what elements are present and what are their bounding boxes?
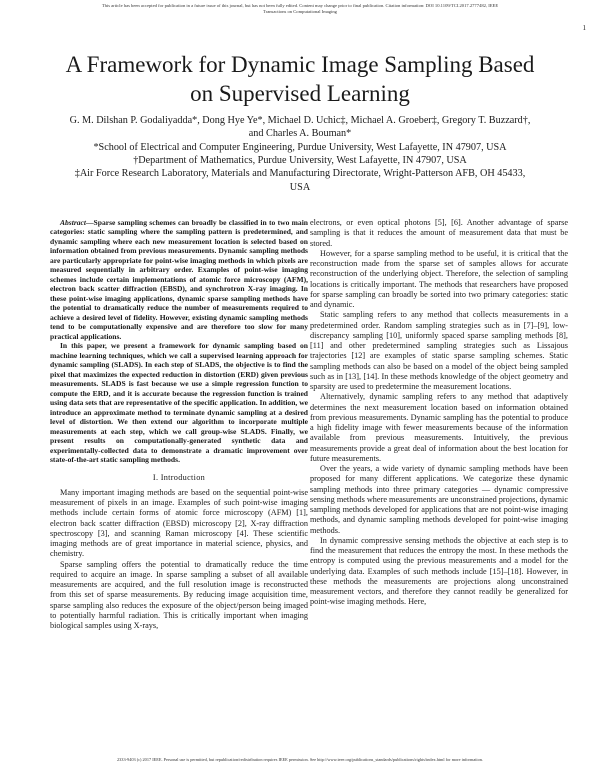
right-paragraph-4: Over the years, a wide variety of dynamic sampling methods have been proposed for many different applications. We categorize these dynamic sampling methods into three primary categories — dynamic compressive sensing methods where measurements are unconstrained projections, dynamic sampling methods developed for applications that are not point-wise imaging methods, and dynamic sampling methods developed for point-wise imaging methods.	[310, 464, 568, 535]
affiliation-math: †Department of Mathematics, Purdue University, West Lafayette, IN 47907, USA	[133, 155, 467, 167]
copyright-footer: 2333-9403 (c) 2017 IEEE. Personal use is permitted, but republication/redistribution requires IEEE permission. See http://www.ieee.org/publications_standards/publications/rights/index.html for more information.	[117, 757, 483, 762]
abstract-paragraph-1	[50, 218, 308, 341]
right-paragraph-0: electrons, or even optical photons [5], [6]. Another advantage of sparse sampling is that it reduces the amount of measurement data that must be stored.	[310, 218, 568, 248]
intro-paragraph-2: Sparse sampling offers the potential to dramatically reduce the time required to acquire an image. In sparse sampling a subset of all available measurements are acquired, and the full resolution image is reconstructed from this set of sparse measurements. By reducing image acquisition time, sparse sampling also reduces the exposure of the object/person being imaged to potentially harmful radiation. This is critically important when imaging biological samples using X-rays,	[50, 559, 308, 631]
affiliation-ece: *School of Electrical and Computer Engineering, Purdue University, West Lafayette, IN 47907, USA	[93, 142, 507, 153]
paper-title	[0, 50, 600, 108]
right-paragraph-5: In dynamic compressive sensing methods the objective at each step is to find the measurement that reduces the entropy the most. In these methods the entropy is computed using the previous measurements and a model for the underlying data. Examples of such methods include [15]–[18]. However, in these methods the measurements are projections along unconstrained measurement vectors, and therefore they cannot readily be generalized for point-wise imaging methods. Here,	[310, 535, 568, 607]
affiliations	[40, 141, 560, 194]
page-number: 1	[582, 24, 586, 32]
right-paragraph-3: Alternatively, dynamic sampling refers to any method that adaptively determines the next measurement location based on information obtained from previous measurements. Dynamic sampling has the potential to produce a high fidelity image with fewer measurements because of the information available from previous measurements. Intuitively, the previous measurements provide a great deal of information about the best location for future measurements.	[310, 392, 568, 463]
intro-paragraph-1: Many important imaging methods are based on the sequential point-wise measurement of pixels in an image. Examples of such point-wise imaging methods include certain forms of atomic force microscopy (AFM) [1], electron back scatter diffraction (EBSD) microscopy [2], X-ray diffraction spectroscopy [3], and scanning Raman microscopy [4]. These scientific imaging methods are of great importance in material science, physics, and chemistry.	[50, 487, 308, 559]
abstract-text-1: —Sparse sampling schemes can broadly be classified in to two main categories: static sampling where the sampling pattern is predetermined, and dynamic sampling where each new measurement location is selected based on information obtained from previous measurements. Dynamic sampling methods are particularly appropriate for point-wise imaging methods in which pixels are measured sequentially in arbitrary order. Examples of point-wise imaging schemes include certain implementations of atomic force microscopy (AFM), electron back scatter diffraction (EBSD), and synchrotron X-ray imaging. In these point-wise imaging applications, dynamic sparse sampling methods have the potential to dramatically reduce the number of measurements required to achieve a desired level of fidelity. However, existing dynamic sampling methods tend to be computationally expensive and are therefore too slow for many practical applications.	[50, 218, 308, 341]
affiliation-afrl-cont: USA	[289, 181, 311, 193]
banner-line-1: This article has been accepted for publication in a future issue of this journal, but has not been fully edited. Content may change prior to final publication. Citation information: DOI 10.1109/TCI.2017.2777482, IEEE	[101, 3, 499, 8]
left-column	[50, 218, 308, 631]
authors-line-1: G. M. Dilshan P. Godaliyadda*, Dong Hye Ye*, Michael D. Uchic‡, Michael A. Groeber‡, Gregory T. Buzzard†,	[69, 115, 531, 126]
abstract-paragraph-2: In this paper, we present a framework for dynamic sampling based on machine learning techniques, which we call a supervised learning approach for dynamic sampling (SLADS). In each step of SLADS, the objective is to find the pixel that maximizes the expected reduction in distortion (ERD) given previous measurements. SLADS is fast because we use a simple regression function to compute the ERD, and it is accurate because the regression function is trained using data sets that are representative of the specific application. In addition, we introduce an approximate method to terminate dynamic sampling at a desired level of distortion. We then extend our algorithm to incorporate multiple measurements at each step, which we call group-wise SLADS. Finally, we present results on computationally-generated synthetic data and experimentally-collected data to demonstrate a dramatic improvement over state-of-the-art static sampling methods.	[50, 341, 308, 465]
affiliation-afrl: ‡Air Force Research Laboratory, Materials and Manufacturing Directorate, Wright-Patterson AFB, OH 45433,	[74, 168, 526, 180]
right-paragraph-2: Static sampling refers to any method that collects measurements in a predetermined order. Random sampling strategies such as in [7]–[9], low-discrepancy sampling [10], uniformly spaced sparse sampling methods [8], [11] and other predetermined sampling strategies such as Lissajous trajectories [12] are examples of static sparse sampling schemes. Static sampling methods can also be based on a model of the object being sampled such as in [13], [14]. In these methods knowledge of the object geometry and sparsity are used to predetermine the measurement locations.	[310, 310, 568, 391]
journal-banner	[6, 3, 594, 15]
abstract-label: Abstract	[60, 218, 86, 227]
authors-line-2: and Charles A. Bouman*	[248, 128, 352, 140]
right-paragraph-1: However, for a sparse sampling method to be useful, it is critical that the reconstruction made from the sparse set of samples allows for accurate reconstruction of the underlying object. Therefore, the selection of sampling locations is critically important. The methods that researchers have proposed for sparse sampling can broadly be sorted into two primary categories: static and dynamic.	[310, 248, 568, 309]
title-line-2: on Supervised Learning	[190, 81, 410, 106]
section-heading-introduction: I. Introduction	[152, 472, 206, 482]
banner-line-2: Transactions on Computational Imaging	[263, 9, 337, 15]
right-column	[310, 218, 568, 608]
author-list	[40, 114, 560, 141]
title-line-1: A Framework for Dynamic Image Sampling Based	[65, 52, 535, 77]
